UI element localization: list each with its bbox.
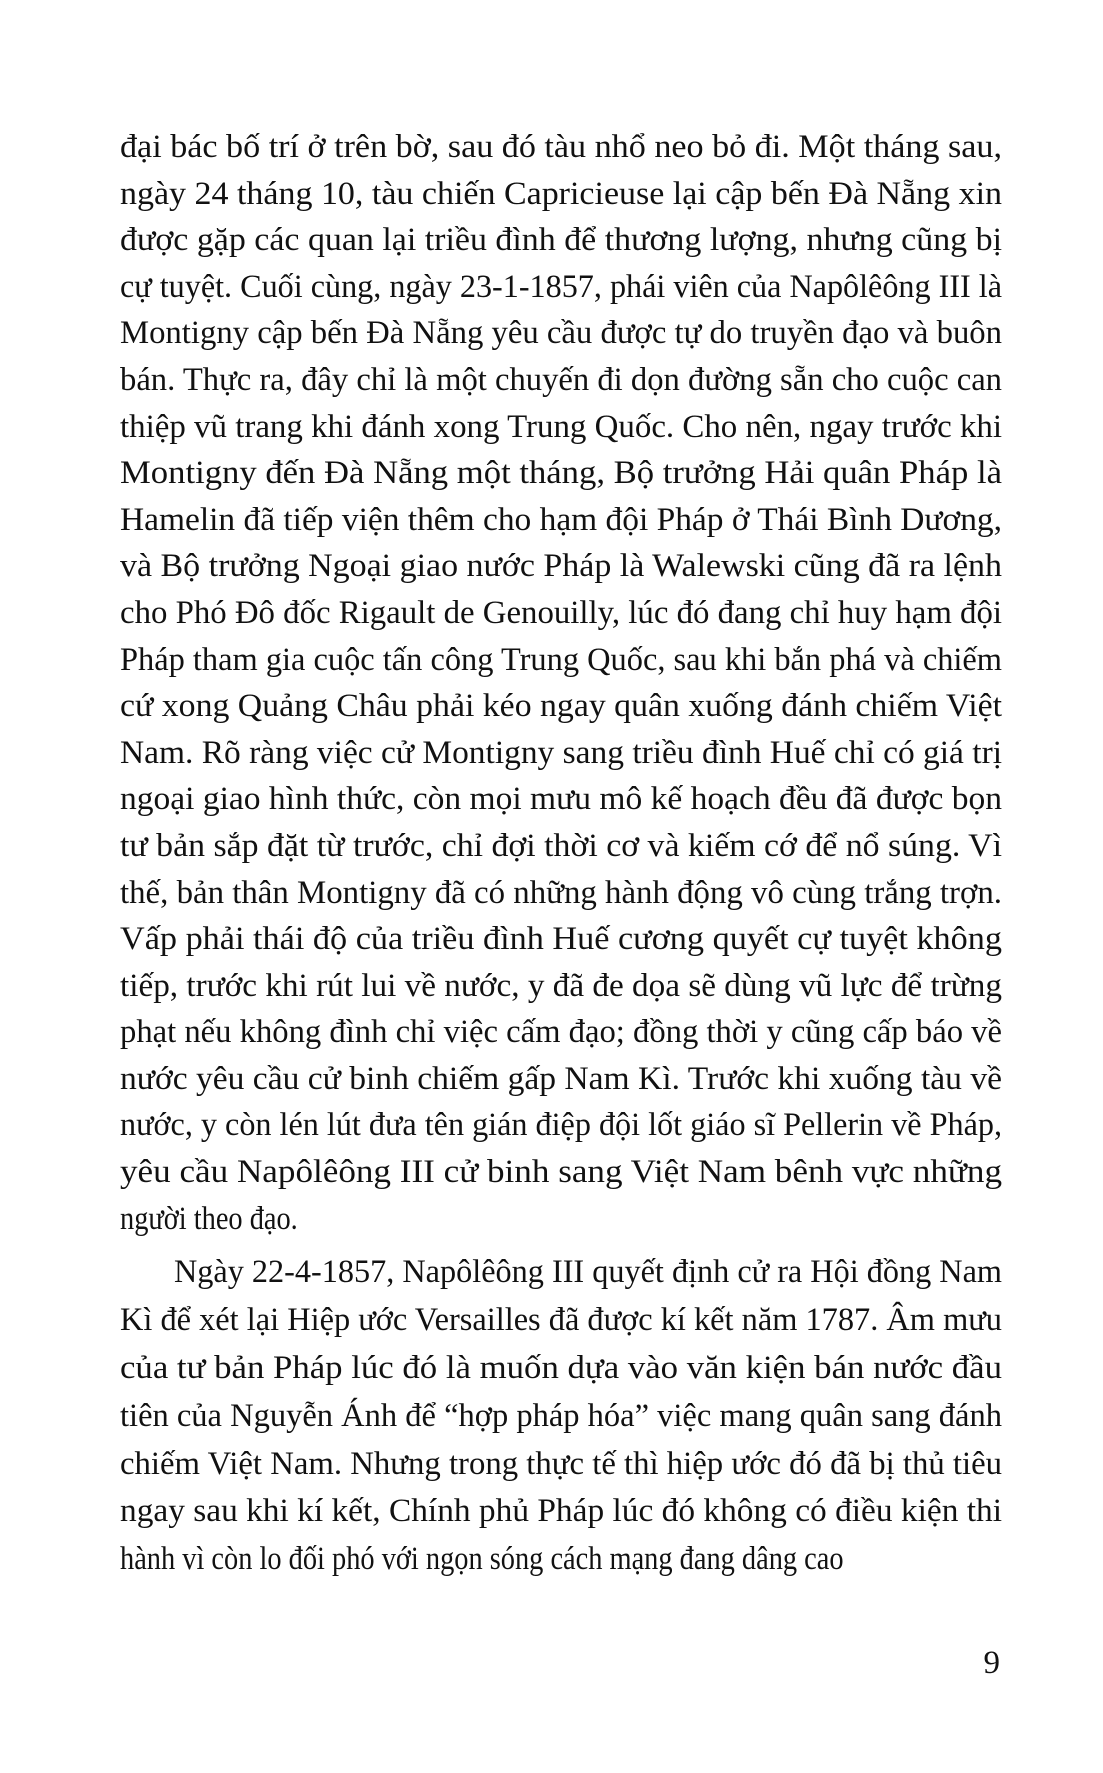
text-line-content: cho Phó Đô đốc Rigault de Genouilly, lúc đó đang chỉ huy hạm đội bbox=[120, 594, 1002, 631]
text-line bbox=[120, 776, 1002, 823]
text-line bbox=[120, 730, 1002, 777]
text-line-content: thiệp vũ trang khi đánh xong Trung Quốc. Cho nên, ngay trước khi bbox=[120, 408, 1002, 445]
text-line bbox=[120, 124, 1002, 171]
text-line bbox=[120, 1536, 1002, 1584]
text-line-content: của tư bản Pháp lúc đó là muốn dựa vào văn kiện bán nước đầu bbox=[120, 1349, 1002, 1386]
text-line bbox=[120, 404, 1002, 451]
text-line-content: cự tuyệt. Cuối cùng, ngày 23-1-1857, phái viên của Napôlêông III là bbox=[120, 268, 1002, 305]
text-line-content: Kì để xét lại Hiệp ước Versailles đã được kí kết năm 1787. Âm mưu bbox=[120, 1301, 1002, 1338]
text-line-content: Ngày 22-4-1857, Napôlêông III quyết định cử ra Hội đồng Nam bbox=[174, 1254, 1002, 1290]
text-line bbox=[120, 217, 1002, 264]
text-line-content: yêu cầu Napôlêông III cử binh sang Việt Nam bênh vực những bbox=[120, 1154, 1002, 1191]
text-line bbox=[120, 450, 1002, 497]
text-line-content: ngoại giao hình thức, còn mọi mưu mô kế hoạch đều đã được bọn bbox=[120, 781, 1002, 818]
text-line bbox=[120, 1149, 1002, 1196]
text-line bbox=[120, 1009, 1002, 1056]
text-line-content: tiên của Nguyễn Ánh để “hợp pháp hóa” việc mang quân sang đánh bbox=[120, 1397, 1002, 1434]
text-line bbox=[120, 310, 1002, 357]
text-line-content: tư bản sắp đặt từ trước, chỉ đợi thời cơ và kiếm cớ để nổ súng. Vì bbox=[120, 827, 1002, 864]
text-line-content: bán. Thực ra, đây chỉ là một chuyến đi dọn đường sẵn cho cuộc can bbox=[120, 361, 1002, 398]
paragraph-2 bbox=[120, 1249, 1002, 1584]
text-line-content: người theo đạo. bbox=[120, 1200, 298, 1237]
text-line-content: được gặp các quan lại triều đình để thương lượng, nhưng cũng bị bbox=[120, 222, 1003, 259]
text-line bbox=[120, 497, 1002, 544]
text-line-content: nước, y còn lén lút đưa tên gián điệp đội lốt giáo sĩ Pellerin về Pháp, bbox=[120, 1107, 1002, 1144]
text-line-content: phạt nếu không đình chỉ việc cấm đạo; đồng thời y cũng cấp báo về bbox=[120, 1014, 1002, 1051]
text-line bbox=[120, 1249, 1002, 1297]
text-line-content: Nam. Rõ ràng việc cử Montigny sang triều đình Huế chỉ có giá trị bbox=[120, 734, 1003, 771]
text-line-content: thế, bản thân Montigny đã có những hành động vô cùng trắng trợn. bbox=[120, 874, 1002, 911]
text-line bbox=[120, 1393, 1002, 1441]
text-line-content: Montigny cập bến Đà Nẵng yêu cầu được tự do truyền đạo và buôn bbox=[120, 315, 1002, 352]
text-line bbox=[120, 1345, 1002, 1393]
text-line bbox=[120, 543, 1002, 590]
text-line-content: Hamelin đã tiếp viện thêm cho hạm đội Pháp ở Thái Bình Dương, bbox=[120, 501, 1002, 538]
text-line bbox=[120, 870, 1002, 917]
text-line-content: chiếm Việt Nam. Nhưng trong thực tế thì hiệp ước đó đã bị thủ tiêu bbox=[120, 1445, 1002, 1482]
text-line-content: Montigny đến Đà Nẵng một tháng, Bộ trưởng Hải quân Pháp là bbox=[120, 455, 1002, 492]
text-line bbox=[120, 916, 1002, 963]
text-line bbox=[120, 1056, 1002, 1103]
text-line bbox=[120, 357, 1002, 404]
text-line-content: nước yêu cầu cử binh chiếm gấp Nam Kì. Trước khi xuống tàu về bbox=[120, 1060, 1003, 1097]
text-line bbox=[120, 264, 1002, 311]
text-line bbox=[120, 637, 1002, 684]
text-line bbox=[120, 1488, 1002, 1536]
text-line bbox=[120, 1441, 1002, 1489]
page-number: 9 bbox=[983, 1645, 1000, 1681]
text-line bbox=[120, 171, 1002, 218]
text-line-content: cứ xong Quảng Châu phải kéo ngay quân xuống đánh chiếm Việt bbox=[120, 688, 1002, 725]
text-line-content: và Bộ trưởng Ngoại giao nước Pháp là Walewski cũng đã ra lệnh bbox=[120, 548, 1002, 585]
text-line-content: tiếp, trước khi rút lui về nước, y đã đe dọa sẽ dùng vũ lực để trừng bbox=[120, 967, 1003, 1004]
paragraph-1 bbox=[120, 124, 1002, 1242]
text-line bbox=[120, 823, 1002, 870]
text-line bbox=[120, 1297, 1002, 1345]
text-line-content: Vấp phải thái độ của triều đình Huế cương quyết cự tuyệt không bbox=[120, 921, 1002, 958]
text-line bbox=[120, 590, 1002, 637]
text-line bbox=[120, 1196, 1002, 1243]
text-line-content: hành vì còn lo đối phó với ngọn sóng cách mạng đang dâng cao bbox=[120, 1541, 844, 1578]
text-line bbox=[120, 1102, 1002, 1149]
text-line bbox=[120, 683, 1002, 730]
text-line-content: Pháp tham gia cuộc tấn công Trung Quốc, sau khi bắn phá và chiếm bbox=[120, 641, 1002, 678]
text-line-content: đại bác bố trí ở trên bờ, sau đó tàu nhổ neo bỏ đi. Một tháng sau, bbox=[120, 129, 1002, 165]
text-line-content: ngay sau khi kí kết, Chính phủ Pháp lúc đó không có điều kiện thi bbox=[120, 1493, 1002, 1530]
text-line-content: ngày 24 tháng 10, tàu chiến Capricieuse lại cập bến Đà Nẵng xin bbox=[120, 175, 1002, 212]
text-line bbox=[120, 963, 1002, 1010]
